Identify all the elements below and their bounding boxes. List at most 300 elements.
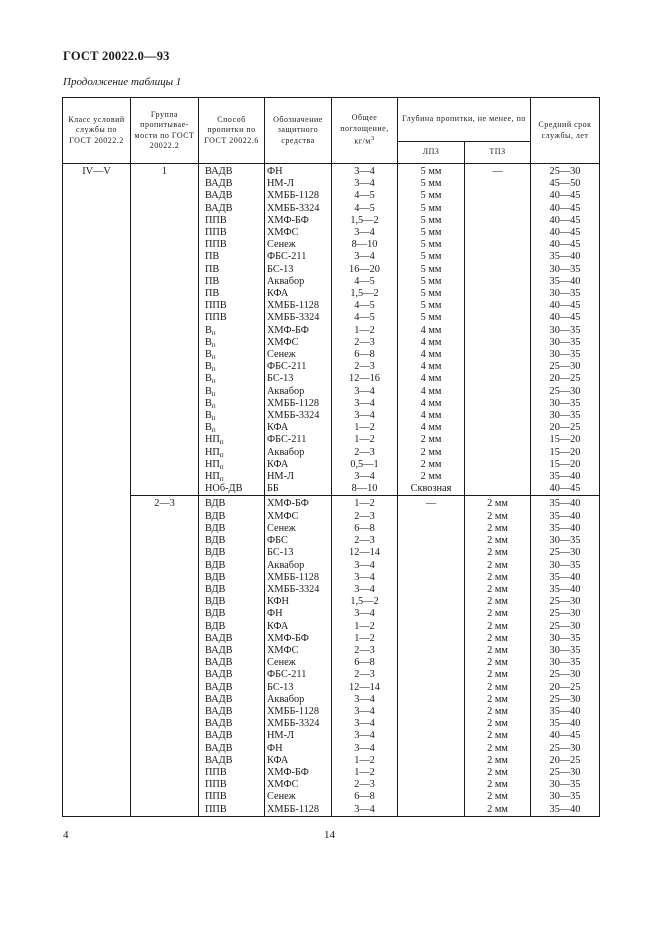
- method-text: В: [205, 385, 212, 397]
- group-cell-empty: [131, 779, 199, 791]
- tpz-cell: 2 мм: [465, 730, 531, 742]
- method-text: НОб-ДВ: [205, 483, 243, 495]
- agent-cell: ХМФ-БФ: [265, 215, 332, 227]
- group-cell-empty: [131, 669, 199, 681]
- impregnation-table: [62, 97, 600, 817]
- life-cell: 25—30: [531, 386, 600, 398]
- absorption-cell: 3—4: [332, 572, 398, 584]
- method-cell: [199, 572, 265, 584]
- method-cell: [199, 621, 265, 633]
- method-subscript: п: [219, 475, 224, 484]
- class-cell-empty: [63, 804, 131, 817]
- method-cell: [199, 251, 265, 263]
- method-text: ППВ: [205, 227, 227, 239]
- life-cell: 40—45: [531, 483, 600, 496]
- life-cell: 30—35: [531, 560, 600, 572]
- method-cell: [199, 386, 265, 398]
- lpz-cell: 4 мм: [398, 325, 465, 337]
- header-depth: Глубина пропитки, не менее, по: [398, 98, 531, 142]
- lpz-cell: 5 мм: [398, 251, 465, 263]
- method-text: В: [205, 410, 212, 422]
- agent-cell: ХМББ-1128: [265, 572, 332, 584]
- absorption-cell: 3—4: [332, 608, 398, 620]
- group-cell-empty: [131, 608, 199, 620]
- class-cell-empty: [63, 361, 131, 373]
- table-row: [63, 535, 600, 547]
- lpz-cell: 5 мм: [398, 288, 465, 300]
- table-row: [63, 718, 600, 730]
- class-cell-empty: [63, 373, 131, 385]
- group-cell-empty: [131, 459, 199, 471]
- group-cell: 1: [131, 164, 199, 179]
- life-cell: 25—30: [531, 669, 600, 681]
- agent-cell: ХМББ-3324: [265, 584, 332, 596]
- absorption-cell: 12—16: [332, 373, 398, 385]
- lpz-cell: 5 мм: [398, 276, 465, 288]
- method-cell: [199, 694, 265, 706]
- tpz-cell: 2 мм: [465, 694, 531, 706]
- absorption-cell: 1—2: [332, 621, 398, 633]
- agent-cell: Аквабор: [265, 447, 332, 459]
- life-cell: 40—45: [531, 215, 600, 227]
- method-text: НП: [205, 458, 220, 470]
- tpz-cell: —: [465, 164, 531, 496]
- absorption-cell: 3—4: [332, 178, 398, 190]
- group-cell-empty: [131, 422, 199, 434]
- group-cell-empty: [131, 227, 199, 239]
- absorption-cell: 1—2: [332, 325, 398, 337]
- lpz-cell: 4 мм: [398, 373, 465, 385]
- agent-cell: ХМББ-1128: [265, 300, 332, 312]
- header-method: Способ пропитки по ГОСТ 20022.6: [199, 98, 265, 164]
- absorption-cell: 1—2: [332, 755, 398, 767]
- life-cell: 15—20: [531, 434, 600, 446]
- absorption-cell: 8—10: [332, 239, 398, 251]
- class-cell-empty: [63, 483, 131, 496]
- life-cell: 35—40: [531, 471, 600, 483]
- class-cell-empty: [63, 560, 131, 572]
- agent-cell: Аквабор: [265, 694, 332, 706]
- life-cell: 30—35: [531, 264, 600, 276]
- method-text: ВАДВ: [205, 669, 233, 681]
- method-cell: [199, 483, 265, 496]
- method-text: В: [205, 422, 212, 434]
- header-lpz: ЛПЗ: [398, 142, 465, 164]
- agent-cell: Аквабор: [265, 560, 332, 572]
- absorption-cell: 8—10: [332, 483, 398, 496]
- life-cell: 35—40: [531, 706, 600, 718]
- method-text: ППВ: [205, 239, 227, 251]
- lpz-cell: 5 мм: [398, 178, 465, 190]
- class-cell-empty: [63, 434, 131, 446]
- group-cell-empty: [131, 215, 199, 227]
- absorption-cell: 3—4: [332, 227, 398, 239]
- life-cell: 30—35: [531, 633, 600, 645]
- table-row: [63, 645, 600, 657]
- method-cell: [199, 447, 265, 459]
- absorption-cell: 1—2: [332, 434, 398, 446]
- tpz-cell: 2 мм: [465, 560, 531, 572]
- method-text: ППВ: [205, 214, 227, 226]
- absorption-cell: 4—5: [332, 312, 398, 324]
- absorption-cell: 12—14: [332, 547, 398, 559]
- header-tpz: ТПЗ: [465, 142, 531, 164]
- class-cell-empty: [63, 584, 131, 596]
- lpz-cell: Сквозная: [398, 483, 465, 496]
- absorption-cell: 1,5—2: [332, 288, 398, 300]
- tpz-cell: 2 мм: [465, 645, 531, 657]
- group-cell-empty: [131, 386, 199, 398]
- class-cell-empty: [63, 251, 131, 263]
- class-cell-empty: [63, 178, 131, 190]
- class-cell-empty: [63, 447, 131, 459]
- life-cell: 40—45: [531, 312, 600, 324]
- method-cell: [199, 511, 265, 523]
- lpz-cell: 4 мм: [398, 361, 465, 373]
- method-cell: [199, 264, 265, 276]
- method-cell: [199, 791, 265, 803]
- table-continuation-caption: Продолжение таблицы 1: [63, 76, 182, 88]
- group-cell-empty: [131, 251, 199, 263]
- absorption-cell: 6—8: [332, 523, 398, 535]
- method-cell: [199, 239, 265, 251]
- class-cell-empty: [63, 779, 131, 791]
- page-number-left: 4: [63, 829, 69, 841]
- tpz-cell: 2 мм: [465, 804, 531, 817]
- method-text: ВДВ: [205, 498, 226, 510]
- document-code: ГОСТ 20022.0—93: [63, 49, 170, 63]
- class-cell-empty: [63, 535, 131, 547]
- class-cell-empty: [63, 312, 131, 324]
- agent-cell: ФБС: [265, 535, 332, 547]
- class-cell-empty: [63, 767, 131, 779]
- absorption-cell: 2—3: [332, 447, 398, 459]
- method-text: ВДВ: [205, 596, 226, 608]
- group-cell-empty: [131, 547, 199, 559]
- class-cell-empty: [63, 608, 131, 620]
- method-cell: [199, 276, 265, 288]
- group-cell-empty: [131, 804, 199, 817]
- method-cell: [199, 669, 265, 681]
- agent-cell: НМ-Л: [265, 730, 332, 742]
- class-cell-empty: [63, 743, 131, 755]
- life-cell: 30—35: [531, 779, 600, 791]
- method-text: ВАДВ: [205, 705, 233, 717]
- life-cell: 25—30: [531, 621, 600, 633]
- group-cell-empty: [131, 791, 199, 803]
- group-cell-empty: [131, 361, 199, 373]
- method-text: ВАДВ: [205, 166, 233, 177]
- agent-cell: ХМФС: [265, 779, 332, 791]
- agent-cell: НМ-Л: [265, 178, 332, 190]
- absorption-cell: 3—4: [332, 410, 398, 422]
- method-text: НП: [205, 434, 220, 446]
- method-cell: [199, 361, 265, 373]
- agent-cell: ФН: [265, 743, 332, 755]
- method-cell: [199, 633, 265, 645]
- group-cell-empty: [131, 560, 199, 572]
- lpz-cell: 5 мм: [398, 227, 465, 239]
- absorption-cell: 1,5—2: [332, 215, 398, 227]
- life-cell: 35—40: [531, 718, 600, 730]
- absorption-cell: 3—4: [332, 706, 398, 718]
- life-cell: 35—40: [531, 276, 600, 288]
- life-cell: 35—40: [531, 572, 600, 584]
- lpz-cell: 5 мм: [398, 190, 465, 202]
- method-text: ПВ: [205, 288, 220, 300]
- agent-cell: ХМФ-БФ: [265, 767, 332, 779]
- method-cell: [199, 178, 265, 190]
- life-cell: 30—35: [531, 337, 600, 349]
- method-cell: [199, 779, 265, 791]
- class-cell-empty: [63, 471, 131, 483]
- tpz-cell: 2 мм: [465, 669, 531, 681]
- absorption-cell: 1—2: [332, 767, 398, 779]
- method-cell: [199, 349, 265, 361]
- lpz-cell: 4 мм: [398, 349, 465, 361]
- agent-cell: Аквабор: [265, 386, 332, 398]
- method-cell: [199, 547, 265, 559]
- class-cell: IV—V: [63, 164, 131, 179]
- agent-cell: ФБС-211: [265, 251, 332, 263]
- life-cell: 25—30: [531, 596, 600, 608]
- method-cell: [199, 434, 265, 446]
- life-cell: 20—25: [531, 422, 600, 434]
- life-cell: 30—35: [531, 398, 600, 410]
- table-row: [63, 682, 600, 694]
- method-cell: [199, 682, 265, 694]
- method-text: В: [205, 349, 212, 361]
- tpz-cell: 2 мм: [465, 621, 531, 633]
- method-text: ВДВ: [205, 571, 226, 583]
- tpz-cell: 2 мм: [465, 682, 531, 694]
- group-cell-empty: [131, 706, 199, 718]
- group-cell-empty: [131, 718, 199, 730]
- life-cell: 30—35: [531, 791, 600, 803]
- method-cell: [199, 459, 265, 471]
- class-cell-empty: [63, 422, 131, 434]
- method-text: ВАДВ: [205, 742, 233, 754]
- life-cell: 25—30: [531, 547, 600, 559]
- method-cell: [199, 584, 265, 596]
- class-cell-empty: [63, 730, 131, 742]
- table-row: [63, 584, 600, 596]
- absorption-cell: 3—4: [332, 718, 398, 730]
- tpz-cell: 2 мм: [465, 596, 531, 608]
- group-cell-empty: [131, 511, 199, 523]
- header-life: Средний срок службы, лет: [531, 98, 600, 164]
- method-text: В: [205, 336, 212, 348]
- method-cell: [199, 645, 265, 657]
- table-row: [63, 767, 600, 779]
- group-cell-empty: [131, 264, 199, 276]
- group-cell-empty: [131, 276, 199, 288]
- life-cell: 25—30: [531, 164, 600, 179]
- class-cell-empty: [63, 337, 131, 349]
- tpz-cell: 2 мм: [465, 633, 531, 645]
- method-subscript: п: [211, 365, 216, 374]
- life-cell: 30—35: [531, 325, 600, 337]
- method-cell: [199, 422, 265, 434]
- method-cell: [199, 288, 265, 300]
- lpz-cell: 5 мм: [398, 215, 465, 227]
- method-cell: [199, 718, 265, 730]
- absorption-cell: 1,5—2: [332, 596, 398, 608]
- tpz-cell: 2 мм: [465, 535, 531, 547]
- life-cell: 35—40: [531, 804, 600, 817]
- table-row: [63, 560, 600, 572]
- absorption-cell: 3—4: [332, 584, 398, 596]
- method-cell: [199, 337, 265, 349]
- lpz-cell: —: [398, 496, 465, 816]
- group-cell-empty: [131, 523, 199, 535]
- method-text: ВАДВ: [205, 718, 233, 730]
- lpz-cell: 2 мм: [398, 447, 465, 459]
- method-text: ППВ: [205, 312, 227, 324]
- class-cell-empty: [63, 288, 131, 300]
- class-cell-empty: [63, 572, 131, 584]
- header-class: Класс условий службы по ГОСТ 20022.2: [63, 98, 131, 164]
- table-row: [63, 621, 600, 633]
- class-cell-empty: [63, 496, 131, 511]
- group-cell-empty: [131, 682, 199, 694]
- life-cell: 35—40: [531, 511, 600, 523]
- group-cell-empty: [131, 373, 199, 385]
- method-cell: [199, 730, 265, 742]
- method-text: ПВ: [205, 275, 220, 287]
- agent-cell: НМ-Л: [265, 471, 332, 483]
- table-row: [63, 694, 600, 706]
- class-cell-empty: [63, 386, 131, 398]
- life-cell: 25—30: [531, 694, 600, 706]
- group-cell-empty: [131, 434, 199, 446]
- class-cell-empty: [63, 203, 131, 215]
- tpz-cell: 2 мм: [465, 496, 531, 511]
- absorption-cell: 6—8: [332, 657, 398, 669]
- life-cell: 25—30: [531, 608, 600, 620]
- group-cell-empty: [131, 596, 199, 608]
- method-text: ВДВ: [205, 547, 226, 559]
- class-cell-empty: [63, 718, 131, 730]
- group-cell-empty: [131, 755, 199, 767]
- absorption-cell: 6—8: [332, 791, 398, 803]
- agent-cell: ХМББ-3324: [265, 203, 332, 215]
- class-cell-empty: [63, 410, 131, 422]
- lpz-cell: 4 мм: [398, 410, 465, 422]
- agent-cell: КФА: [265, 755, 332, 767]
- tpz-cell: 2 мм: [465, 547, 531, 559]
- lpz-cell: 2 мм: [398, 434, 465, 446]
- table-row: [63, 572, 600, 584]
- agent-cell: Сенеж: [265, 349, 332, 361]
- method-subscript: п: [211, 426, 216, 435]
- table-row: [63, 730, 600, 742]
- method-text: ВДВ: [205, 583, 226, 595]
- absorption-cell: 2—3: [332, 535, 398, 547]
- life-cell: 40—45: [531, 227, 600, 239]
- life-cell: 30—35: [531, 645, 600, 657]
- tpz-cell: 2 мм: [465, 523, 531, 535]
- absorption-cell: 1—2: [332, 633, 398, 645]
- group-cell-empty: [131, 584, 199, 596]
- agent-cell: ББ: [265, 483, 332, 496]
- method-text: В: [205, 373, 212, 385]
- table-row: [63, 608, 600, 620]
- absorption-cell: 3—4: [332, 251, 398, 263]
- table-row: [63, 523, 600, 535]
- lpz-cell: 4 мм: [398, 386, 465, 398]
- absorption-cell: 2—3: [332, 337, 398, 349]
- agent-cell: БС-13: [265, 682, 332, 694]
- table-row: [63, 779, 600, 791]
- class-cell-empty: [63, 511, 131, 523]
- method-text: ВАДВ: [205, 693, 233, 705]
- table-row: [63, 669, 600, 681]
- table-row: [63, 706, 600, 718]
- agent-cell: ФБС-211: [265, 361, 332, 373]
- group-cell-empty: [131, 300, 199, 312]
- method-subscript: п: [219, 462, 224, 471]
- agent-cell: Аквабор: [265, 276, 332, 288]
- lpz-cell: 4 мм: [398, 337, 465, 349]
- method-cell: [199, 706, 265, 718]
- group-cell-empty: [131, 312, 199, 324]
- tpz-cell: 2 мм: [465, 706, 531, 718]
- tpz-cell: 2 мм: [465, 718, 531, 730]
- method-cell: [199, 164, 265, 179]
- class-cell-empty: [63, 633, 131, 645]
- absorption-cell: 2—3: [332, 669, 398, 681]
- lpz-cell: 2 мм: [398, 471, 465, 483]
- method-subscript: п: [211, 414, 216, 423]
- tpz-cell: 2 мм: [465, 657, 531, 669]
- method-text: В: [205, 397, 212, 409]
- method-cell: [199, 190, 265, 202]
- method-cell: [199, 767, 265, 779]
- class-cell-empty: [63, 547, 131, 559]
- class-cell-empty: [63, 459, 131, 471]
- header-group: Группа пропитывае-мости по ГОСТ 20022.2: [131, 98, 199, 164]
- agent-cell: ФН: [265, 608, 332, 620]
- group-cell-empty: [131, 471, 199, 483]
- absorption-cell: 4—5: [332, 300, 398, 312]
- class-cell-empty: [63, 300, 131, 312]
- life-cell: 35—40: [531, 496, 600, 511]
- life-cell: 30—35: [531, 535, 600, 547]
- method-text: ВДВ: [205, 522, 226, 534]
- method-text: ПВ: [205, 251, 220, 263]
- table-row: [63, 804, 600, 817]
- absorption-cell: 2—3: [332, 511, 398, 523]
- group-cell-empty: [131, 767, 199, 779]
- life-cell: 40—45: [531, 730, 600, 742]
- agent-cell: ХМФ-БФ: [265, 325, 332, 337]
- group-cell-empty: [131, 325, 199, 337]
- method-cell: [199, 215, 265, 227]
- lpz-cell: 5 мм: [398, 164, 465, 179]
- agent-cell: ХМФС: [265, 645, 332, 657]
- absorption-cell: 1—2: [332, 496, 398, 511]
- tpz-cell: 2 мм: [465, 572, 531, 584]
- group-cell-empty: [131, 447, 199, 459]
- class-cell-empty: [63, 227, 131, 239]
- method-subscript: п: [211, 401, 216, 410]
- method-text: ВАДВ: [205, 202, 233, 214]
- method-text: НП: [205, 446, 220, 458]
- table-row: [63, 633, 600, 645]
- life-cell: 25—30: [531, 743, 600, 755]
- agent-cell: ХМФ-БФ: [265, 496, 332, 511]
